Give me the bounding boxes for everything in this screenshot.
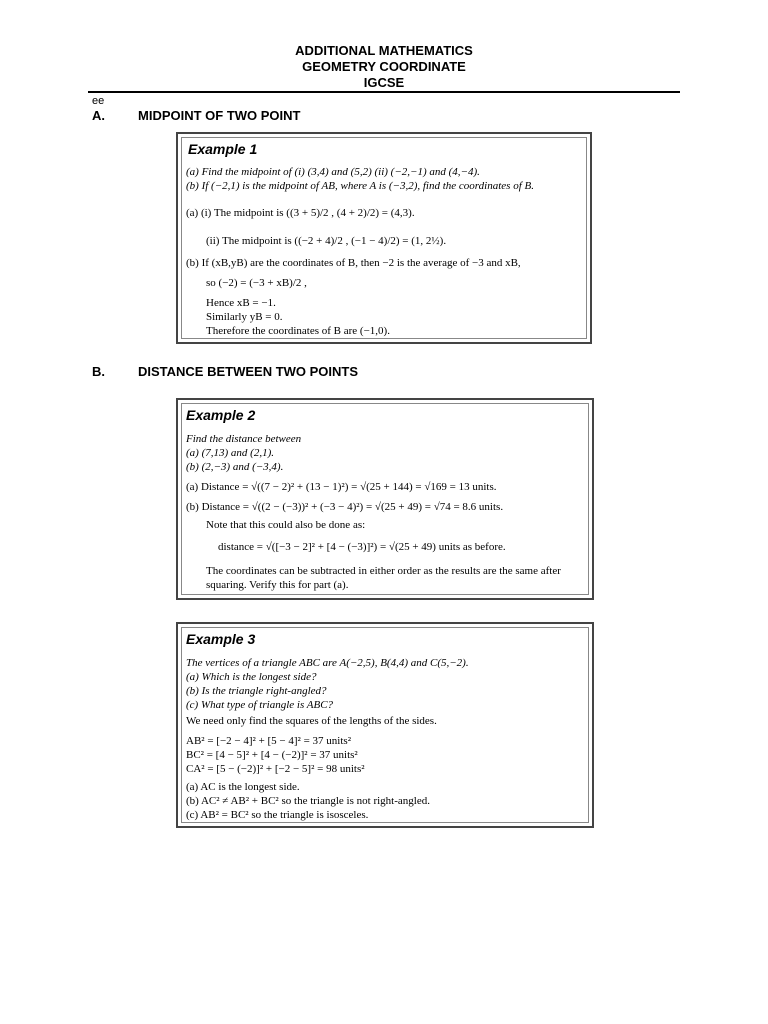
example-3-line: CA² = [5 − (−2)]² + [−2 − 5]² = 98 units² xyxy=(186,763,365,775)
example-1-line: (b) If (−2,1) is the midpoint of AB, where A is (−3,2), find the coordinates of B. xyxy=(186,180,534,192)
example-2-line: squaring. Verify this for part (a). xyxy=(206,579,349,591)
doc-title-line1: ADDITIONAL MATHEMATICS xyxy=(295,43,473,58)
example-1-box xyxy=(176,132,592,344)
section-b-letter: B. xyxy=(92,364,105,379)
example-1-line: Similarly yB = 0. xyxy=(206,311,283,323)
section-b-title: DISTANCE BETWEEN TWO POINTS xyxy=(138,364,359,379)
example-2-line: distance = √([−3 − 2]² + [4 − (−3)]²) = √(25 + 49) units as before. xyxy=(218,541,506,553)
example-3-title: Example 3 xyxy=(186,631,256,647)
example-2-line: (a) Distance = √((7 − 2)² + (13 − 1)²) = √(25 + 144) = √169 = 13 units. xyxy=(186,481,497,493)
example-3-line: (b) AC² ≠ AB² + BC² so the triangle is not right-angled. xyxy=(186,795,430,807)
example-3-line: AB² = [−2 − 4]² + [5 − 4]² = 37 units² xyxy=(186,735,351,747)
example-2-box xyxy=(176,398,594,600)
example-2-line: Note that this could also be done as: xyxy=(206,519,366,531)
example-3-line: We need only find the squares of the lengths of the sides. xyxy=(186,715,437,727)
stray-text: ee xyxy=(92,95,105,107)
example-2-line: (b) Distance = √((2 − (−3))² + (−3 − 4)²) = √(25 + 49) = √74 = 8.6 units. xyxy=(186,501,504,513)
example-1-line: (a) Find the midpoint of (i) (3,4) and (5,2) (ii) (−2,−1) and (4,−4). xyxy=(186,166,480,178)
example-2-line: (b) (2,−3) and (−3,4). xyxy=(186,461,284,473)
example-1-title: Example 1 xyxy=(188,141,258,157)
example-1-line: so (−2) = (−3 + xB)/2 , xyxy=(206,277,307,289)
doc-title-line2: GEOMETRY COORDINATE xyxy=(302,59,466,74)
example-1-line: (b) If (xB,yB) are the coordinates of B, then −2 is the average of −3 and xB, xyxy=(186,257,521,269)
example-1-line: (ii) The midpoint is ((−2 + 4)/2 , (−1 − 4)/2) = (1, 2½). xyxy=(206,235,447,247)
header-rule xyxy=(88,91,680,93)
example-3-line: (c) What type of triangle is ABC? xyxy=(186,699,334,711)
example-3-line: (b) Is the triangle right-angled? xyxy=(186,685,327,697)
example-2-title: Example 2 xyxy=(186,407,256,423)
example-3-line: (a) Which is the longest side? xyxy=(186,671,317,683)
example-2-line: The coordinates can be subtracted in either order as the results are the same after xyxy=(206,565,561,577)
example-3-line: The vertices of a triangle ABC are A(−2,5), B(4,4) and C(5,−2). xyxy=(186,657,469,669)
example-3-line: (a) AC is the longest side. xyxy=(186,781,300,793)
example-3-line: BC² = [4 − 5]² + [4 − (−2)]² = 37 units² xyxy=(186,749,358,761)
section-a-letter: A. xyxy=(92,108,105,123)
section-a-title: MIDPOINT OF TWO POINT xyxy=(138,108,301,123)
example-3-box xyxy=(176,622,594,828)
example-2-line: (a) (7,13) and (2,1). xyxy=(186,447,274,459)
example-1-line: Hence xB = −1. xyxy=(206,297,276,309)
doc-title-line3: IGCSE xyxy=(363,75,405,90)
example-2-line: Find the distance between xyxy=(186,433,302,445)
example-1-line: Therefore the coordinates of B are (−1,0). xyxy=(206,325,390,337)
example-3-line: (c) AB² = BC² so the triangle is isosceles. xyxy=(186,809,369,821)
example-1-line: (a) (i) The midpoint is ((3 + 5)/2 , (4 + 2)/2) = (4,3). xyxy=(186,207,415,219)
